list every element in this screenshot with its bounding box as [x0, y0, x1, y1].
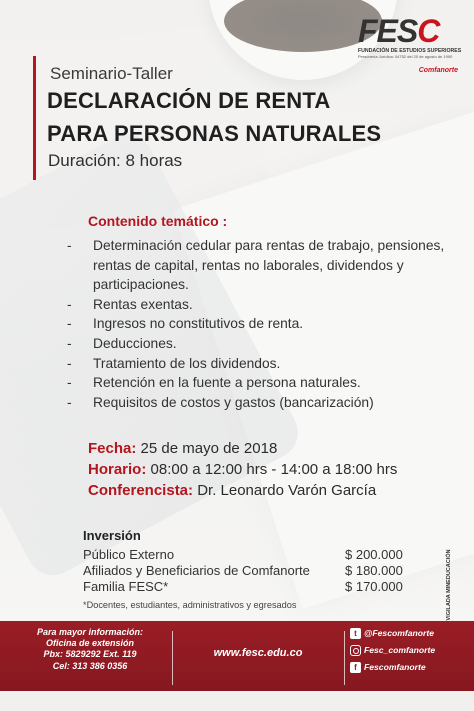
price-footnote: *Docentes, estudiantes, administrativos y egresados	[83, 600, 297, 610]
vigilada-text: VIGILADA MINEDUCACIÓN	[446, 549, 452, 621]
topic-text: Requisitos de costos y gastos (bancarización)	[93, 394, 374, 410]
topic-item	[67, 373, 447, 393]
topic-text: Deducciones.	[93, 335, 177, 351]
contact-mobile[interactable]: Cel: 313 386 0356	[52, 660, 128, 671]
topic-item	[67, 295, 447, 315]
price-category: Afiliados y Beneficiarios de Comfanorte	[83, 563, 310, 578]
event-date	[88, 440, 277, 457]
investment-heading: Inversión	[83, 528, 141, 543]
instagram-icon	[350, 645, 361, 656]
website-link[interactable]: www.fesc.edu.co	[213, 647, 303, 659]
topic-item	[67, 314, 447, 334]
contact-phone[interactable]: Pbx: 5829292 Ext. 119	[43, 649, 137, 660]
topic-text: Ingresos no constitutivos de renta.	[93, 316, 304, 332]
price-list	[83, 547, 413, 595]
footer-divider	[172, 631, 173, 685]
price-row	[83, 579, 413, 595]
bullet-dash: -	[67, 394, 72, 410]
social-links	[350, 627, 474, 678]
social-twitter[interactable]	[350, 627, 474, 644]
accent-bar	[33, 56, 36, 180]
speaker-value: Dr. Leonardo Varón García	[193, 482, 377, 499]
topic-list	[67, 236, 447, 412]
event-kicker: Seminario-Taller	[50, 64, 173, 83]
logo-partner: Comfanorte	[418, 67, 458, 74]
duration: Duración: 8 horas	[48, 151, 183, 170]
schedule-label: Horario:	[88, 461, 147, 478]
bullet-dash: -	[67, 238, 72, 253]
topic-item	[67, 236, 447, 295]
vigilada-label	[442, 545, 456, 625]
bullet-dash: -	[67, 316, 72, 332]
topic-item	[67, 393, 447, 413]
contact-info	[0, 627, 180, 672]
topic-text: Tratamiento de los dividendos.	[93, 355, 281, 371]
price-value: $ 180.000	[345, 563, 403, 578]
content-heading: Contenido temático :	[88, 213, 228, 229]
price-category: Familia FESC*	[83, 579, 169, 594]
topic-text: Rentas exentas.	[93, 296, 193, 312]
contact-line: Oficina de extensión	[45, 638, 135, 649]
logo-wordmark-main: FES	[358, 13, 418, 49]
topic-item	[67, 354, 447, 374]
bullet-dash: -	[67, 335, 72, 351]
topic-text: Determinación cedular para rentas de trabajo, pensiones, rentas de capital, rentas no laborales, dividendos y participaciones.	[93, 238, 445, 293]
social-facebook[interactable]	[350, 661, 474, 678]
bullet-dash: -	[67, 296, 72, 312]
logo-legal-line: Personería Jurídica: 04752 del 20 de agosto de 1990	[358, 54, 453, 59]
price-value: $ 170.000	[345, 579, 403, 594]
bullet-dash: -	[67, 375, 72, 391]
bottom-margin	[0, 691, 474, 711]
title-line-1: DECLARACIÓN DE RENTA	[47, 88, 331, 113]
social-handle: Fesc_comfanorte	[364, 645, 436, 655]
schedule-value: 08:00 a 12:00 hrs - 14:00 a 18:00 hrs	[146, 461, 398, 478]
social-handle: Fescomfanorte	[364, 662, 426, 672]
facebook-icon: f	[350, 662, 361, 673]
footer-divider	[344, 631, 345, 685]
logo-wordmark	[358, 14, 462, 48]
topic-text: Retención en la fuente a persona naturales.	[93, 375, 361, 391]
price-value: $ 200.000	[345, 547, 403, 562]
twitter-icon: t	[350, 628, 361, 639]
logo-wordmark-accent: C	[417, 13, 440, 49]
event-schedule	[88, 461, 397, 478]
bullet-dash: -	[67, 355, 72, 371]
price-row	[83, 563, 413, 579]
contact-line: Para mayor información:	[36, 627, 144, 637]
date-label: Fecha:	[88, 440, 137, 457]
social-instagram[interactable]	[350, 644, 474, 661]
price-row	[83, 547, 413, 563]
price-category: Público Externo	[83, 547, 175, 562]
social-handle: @Fescomfanorte	[364, 628, 434, 638]
footer-bar	[0, 621, 474, 691]
title-line-2: PARA PERSONAS NATURALES	[47, 121, 382, 146]
speaker-label: Conferencista:	[88, 482, 194, 499]
event-speaker	[88, 482, 376, 499]
topic-item	[67, 334, 447, 354]
fesc-logo	[358, 14, 462, 78]
date-value: 25 de mayo de 2018	[136, 440, 278, 457]
logo-subtitle: FUNDACIÓN DE ESTUDIOS SUPERIORES	[358, 48, 462, 54]
